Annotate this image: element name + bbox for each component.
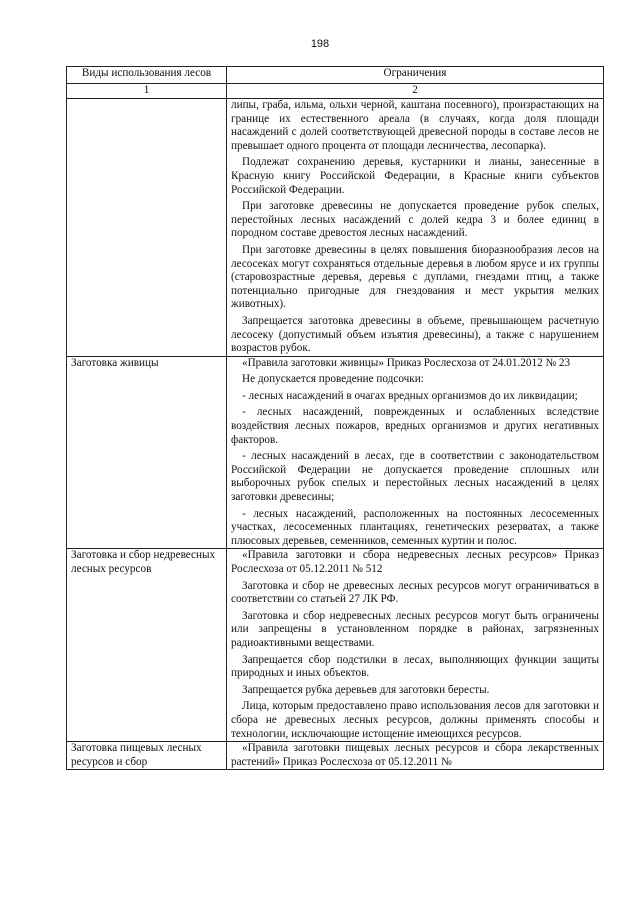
column-number-1: 1 — [67, 84, 227, 99]
row-use-cell — [67, 99, 227, 357]
table-row — [67, 99, 604, 357]
table-row — [67, 549, 604, 742]
restriction-paragraph: При заготовке древесины в целях повышения биоразнообразия лесов на лесосеках могут сохраняться отдельные деревья в любом ярусе и их группы (старовозрастные деревья, деревья с дуплами, гнездами птиц, а также потенциально пригодные для гнездования и мест укрытия мелких животных). — [231, 243, 599, 311]
column-number-row — [67, 84, 604, 99]
restriction-paragraph: Запрещается сбор подстилки в лесах, выполняющих функции защиты природных и иных объектов. — [231, 653, 599, 680]
restriction-paragraph: Запрещается рубка деревьев для заготовки бересты. — [242, 683, 490, 696]
restriction-paragraph: «Правила заготовки живицы» Приказ Рослесхоза от 24.01.2012 № 23 — [242, 356, 571, 369]
restrictions-table — [66, 66, 604, 770]
restriction-paragraph: Лица, которым предоставлено право использования лесов для заготовки и сбора не древесных лесных ресурсов, должны применять способы и технологии, исключающие истощение имеющихся ресурсов. — [231, 700, 599, 740]
restriction-paragraph: Заготовка и сбор недревесных лесных ресурсов могут быть ограничены или запрещены в установленном порядке в районах, загрязненных радиоактивными веществами. — [231, 609, 599, 649]
restriction-paragraph: При заготовке древесины не допускается проведение рубок спелых, перестойных лесных насаждений с долей кедра 3 и более единиц в породном составе древостоя лесных насаждений. — [231, 200, 599, 240]
restriction-paragraph: «Правила заготовки пищевых лесных ресурсов и сбора лекарственных растений» Приказ Рослесхоза от 05.12.2011 № — [231, 742, 599, 768]
restriction-paragraph: Подлежат сохранению деревья, кустарники и лианы, занесенные в Красную книгу Российской Федерации, в Красные книги субъектов Российской Федерации. — [231, 156, 599, 196]
restriction-paragraph: Заготовка и сбор не древесных лесных ресурсов могут ограничиваться в соответствии со статьей 27 ЛК РФ. — [231, 579, 599, 606]
restriction-paragraph: «Правила заготовки и сбора недревесных лесных ресурсов» Приказ Рослесхоза от 05.12.2011 № 512 — [231, 549, 599, 575]
page-number: 198 — [310, 38, 330, 50]
restriction-paragraph: липы, граба, ильма, ольхи черной, каштана посевного), произрастающих на границе их естественного ареала (в случаях, когда доля площади насаждений с долей соответствующей древесной породы в составе лесов не превышает одного процента от площади лесничества, лесопарка). — [231, 99, 599, 152]
column-header-uses: Виды использования лесов — [67, 67, 227, 84]
restriction-paragraph: Не допускается проведение подсочки: — [242, 373, 424, 386]
column-header-restrictions: Ограничения — [227, 67, 604, 84]
restriction-paragraph: - лесных насаждений в очагах вредных организмов до их ликвидации; — [242, 389, 578, 402]
row-restrictions-cell — [227, 356, 604, 549]
restriction-paragraph: - лесных насаждений, поврежденных и ослабленных вследствие воздействия лесных пожаров, вредных организмов и других негативных факторов. — [231, 406, 599, 446]
row-use-cell: Заготовка и сбор недревесных лесных ресурсов — [67, 549, 227, 742]
table-row — [67, 742, 604, 770]
restriction-paragraph: Запрещается заготовка древесины в объеме, превышающем расчетную лесосеку (допустимый объем изъятия древесины), а также с нарушением возрастов рубок. — [231, 314, 599, 355]
row-restrictions-cell — [227, 99, 604, 357]
row-use-cell: Заготовка пищевых лесных ресурсов и сбор — [67, 742, 227, 770]
row-restrictions-cell — [227, 549, 604, 742]
restriction-paragraph: - лесных насаждений в лесах, где в соответствии с законодательством Российской Федерации не допускается проведение сплошных или выборочных рубок спелых и перестойных лесных насаждений в целях заготовки древесины; — [231, 450, 599, 504]
row-restrictions-cell — [227, 742, 604, 770]
column-number-2: 2 — [227, 84, 604, 99]
table-row — [67, 356, 604, 549]
table-header-row — [67, 67, 604, 84]
restriction-paragraph: - лесных насаждений, расположенных на постоянных лесосеменных участках, лесосеменных плантациях, генетических резерватах, а также плюсовых деревьев, семенников, семенных куртин и полос. — [231, 507, 599, 547]
row-use-cell: Заготовка живицы — [67, 356, 227, 549]
